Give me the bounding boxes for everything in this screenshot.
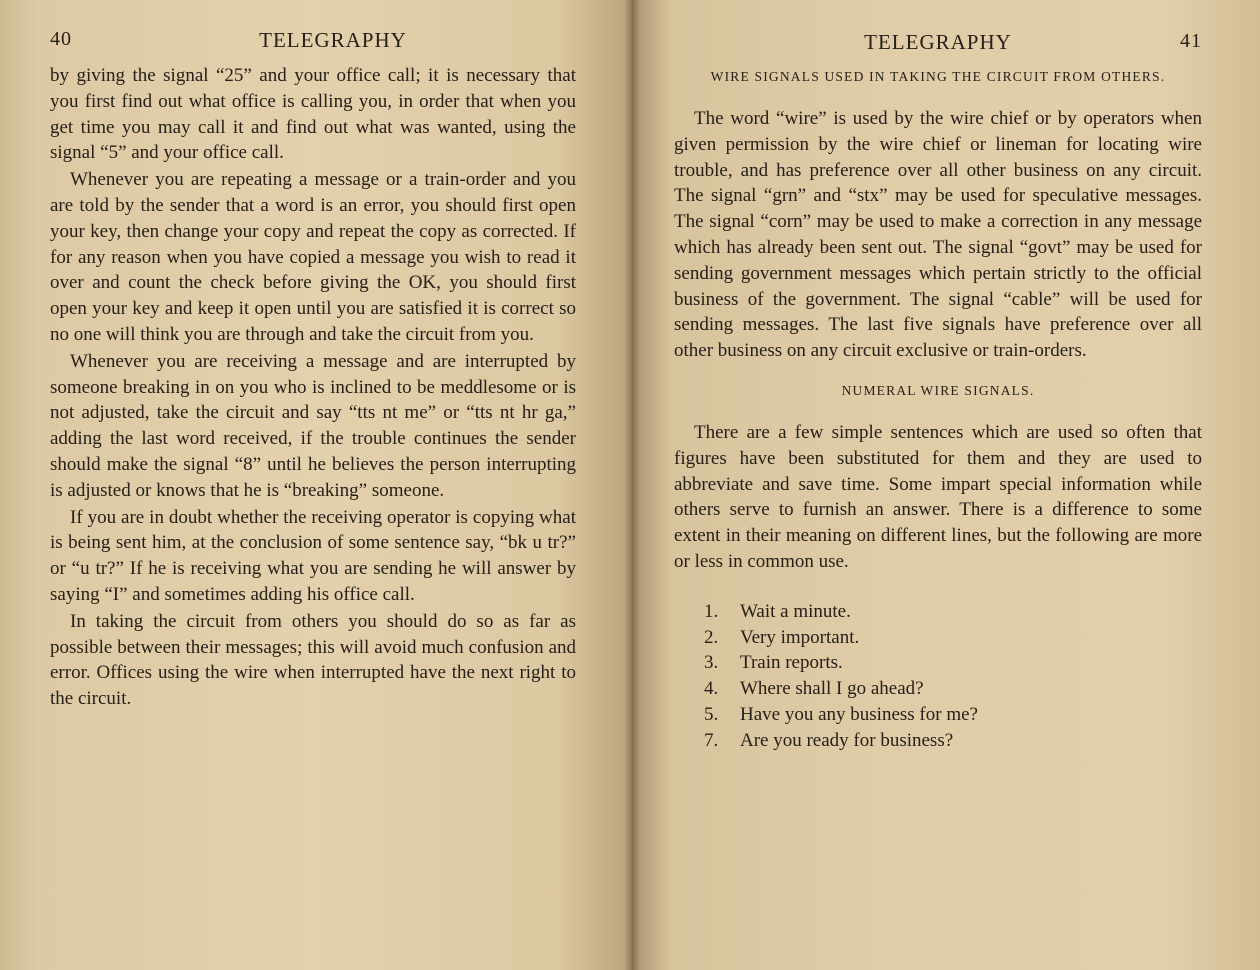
list-item-text: Are you ready for business? <box>740 729 954 751</box>
paragraph: by giving the signal “25” and your office call; it is necessary that you first find out what office is calling you, in order that when you get time you may call it and find out what was wanted, using the signal “5” and your office call. <box>50 65 576 164</box>
list-item-number: 3. <box>704 652 719 674</box>
list-item-number: 2. <box>704 626 719 648</box>
paragraph: The word “wire” is used by the wire chief or by operators when given permission by the wire chief or lineman for locating wire trouble, and has preference over all other business on any circuit. The signal “grn” and “stx” may be used for speculative messages. The signal “corn” may be used to make a correction in any message which has already been sent out. The signal “govt” may be used for sending government messages which pertain strictly to the official business of the government. The signal “cable” will be used for sending messages. The last five signals have preference over all other business on any circuit exclusive or train-orders. <box>674 108 1202 362</box>
list-item-text: Have you any business for me? <box>740 703 978 725</box>
list-item <box>704 702 1202 728</box>
paragraph: There are a few simple sentences which are used so often that figures have been substituted for them and they are used to abbreviate and save time. Some impart special information while others serve to furnish an answer. There is a difference to some extent in their meaning on different lines, but the following are more or less in common use. <box>674 421 1202 572</box>
list-item <box>704 676 1202 702</box>
section-heading-numeral-signals: NUMERAL WIRE SIGNALS. <box>841 382 1035 398</box>
list-item <box>704 728 1202 754</box>
right-page <box>632 0 1260 970</box>
running-head-right: TELEGRAPHY <box>864 30 1012 54</box>
list-item-text: Very important. <box>740 626 860 648</box>
page-number-right: 41 <box>1180 30 1202 52</box>
right-page-body-2 <box>674 420 1202 575</box>
list-item <box>704 599 1202 625</box>
section-heading-wire-signals: WIRE SIGNALS USED IN TAKING THE CIRCUIT FROM OTHERS. <box>710 69 1166 84</box>
list-item-text: Where shall I go ahead? <box>740 678 924 700</box>
paragraph: If you are in doubt whether the receiving operator is copying what is being sent him, at the conclusion of some sentence say, “bk u tr?” or “u tr?” If he is receiving what you are sending he will answer by saying “I” and sometimes adding his office call. <box>50 506 576 605</box>
left-page-body <box>50 63 576 712</box>
list-item-number: 7. <box>704 729 719 751</box>
paragraph: Whenever you are repeating a message or a train-order and you are told by the sender that a word is an error, you should first open your key, then change your copy and repeat the copy as corrected. If for any reason when you have copied a message you wish to read it over and count the check before giving the OK, you should first open your key and keep it open until you are satisfied it is correct so no one will think you are through and take the circuit from you. <box>50 169 576 345</box>
list-item-text: Wait a minute. <box>740 600 851 622</box>
list-item-number: 4. <box>704 678 719 700</box>
list-item-number: 5. <box>704 703 719 725</box>
page-number-left: 40 <box>50 28 72 50</box>
paragraph: Whenever you are receiving a message and are interrupted by someone breaking in on you who is inclined to be meddlesome or is not adjusted, take the circuit and say “tts nt me” or “tts nt hr ga,” adding the last word received, if the trouble continues the sender should make the signal “8” until he believes the person interrupting is adjusted or knows that he is “breaking” someone. <box>50 350 576 501</box>
right-page-body <box>674 106 1202 364</box>
list-item <box>704 650 1202 676</box>
book-gutter <box>624 0 640 970</box>
list-item-number: 1. <box>704 600 719 622</box>
list-item-text: Train reports. <box>740 652 843 674</box>
right-page-header <box>674 30 1202 64</box>
numeral-signal-list <box>704 599 1202 754</box>
left-page-header <box>50 28 576 62</box>
list-item <box>704 625 1202 651</box>
running-head-left: TELEGRAPHY <box>259 28 407 52</box>
paragraph: In taking the circuit from others you should do so as far as possible between their messages; this will avoid much confusion and error. Offices using the wire when interrupted have the next right to the circuit. <box>50 610 576 710</box>
